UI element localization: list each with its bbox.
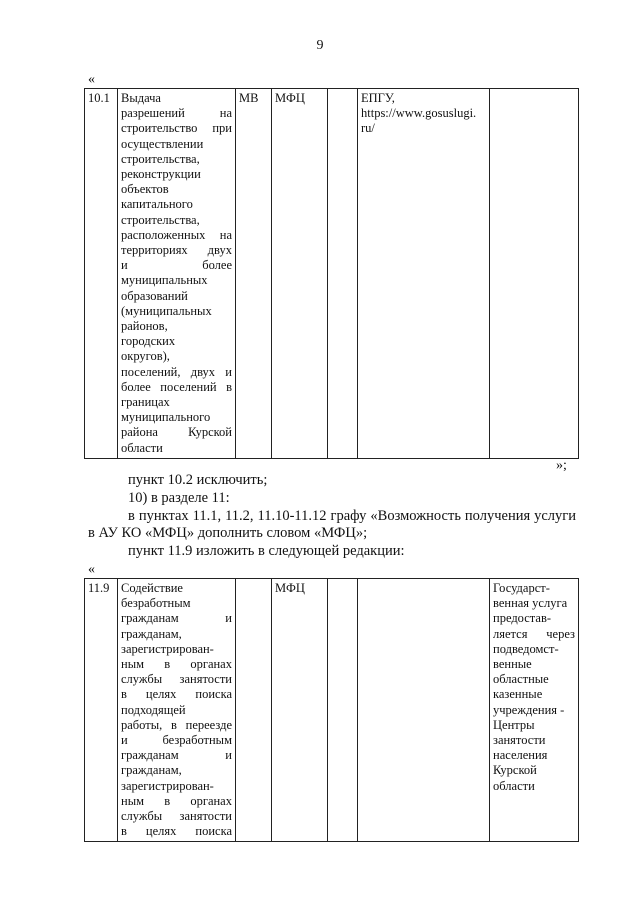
table-section-10 <box>84 88 579 459</box>
col-empty-1 <box>328 89 358 459</box>
open-quote-1: « <box>88 72 95 87</box>
paragraph-edition: пункт 11.9 изложить в следующей редакции: <box>128 543 405 559</box>
paragraph-points: в пунктах 11.1, 11.2, 11.10-11.12 графу «Возможность получения услуги в АУ КО «МФЦ» дополнить словом «МФЦ»; <box>88 508 576 541</box>
paragraph-section-11: 10) в разделе 11: <box>128 490 230 506</box>
paragraph-exclude: пункт 10.2 исключить; <box>128 472 268 488</box>
table-row <box>85 89 579 459</box>
table-section-11 <box>84 578 579 842</box>
page-number: 9 <box>316 38 324 53</box>
col-empty-a <box>236 579 272 842</box>
col-empty-b <box>328 579 358 842</box>
col-epgu: ЕПГУ, https://www.gosuslugi. ru/ <box>358 89 490 459</box>
col-mfc: МФЦ <box>272 579 328 842</box>
row-number: 10.1 <box>85 89 118 459</box>
open-quote-2: « <box>88 562 95 577</box>
table-row <box>85 579 579 842</box>
col-mv: МВ <box>236 89 272 459</box>
col-note: Государст- венная услуга предостав- ляется через подведомст- венные областные казенные учреждения - Центры занятости населения Курской области <box>490 579 579 842</box>
service-name: Выдача разрешений на строительство при осуществлении строительства, реконструкции объектов капитального строительства, расположенных на территориях двух и более муниципальных образований (муниципальных районов, городских округов), поселений, двух и более поселений в границах муниципального района Курской области <box>118 89 236 459</box>
col-note <box>490 89 579 459</box>
col-mfc: МФЦ <box>272 89 328 459</box>
col-empty-c <box>358 579 490 842</box>
close-quote: »; <box>556 458 567 473</box>
row-number: 11.9 <box>85 579 118 842</box>
service-name: Содействие безработным гражданам и гражданам, зарегистрирован- ным в органах службы занятости в целях поиска подходящей работы, в переезде и безработным гражданам и гражданам, зарегистрирован- ным в органах службы занятости в целях поиска <box>118 579 236 842</box>
